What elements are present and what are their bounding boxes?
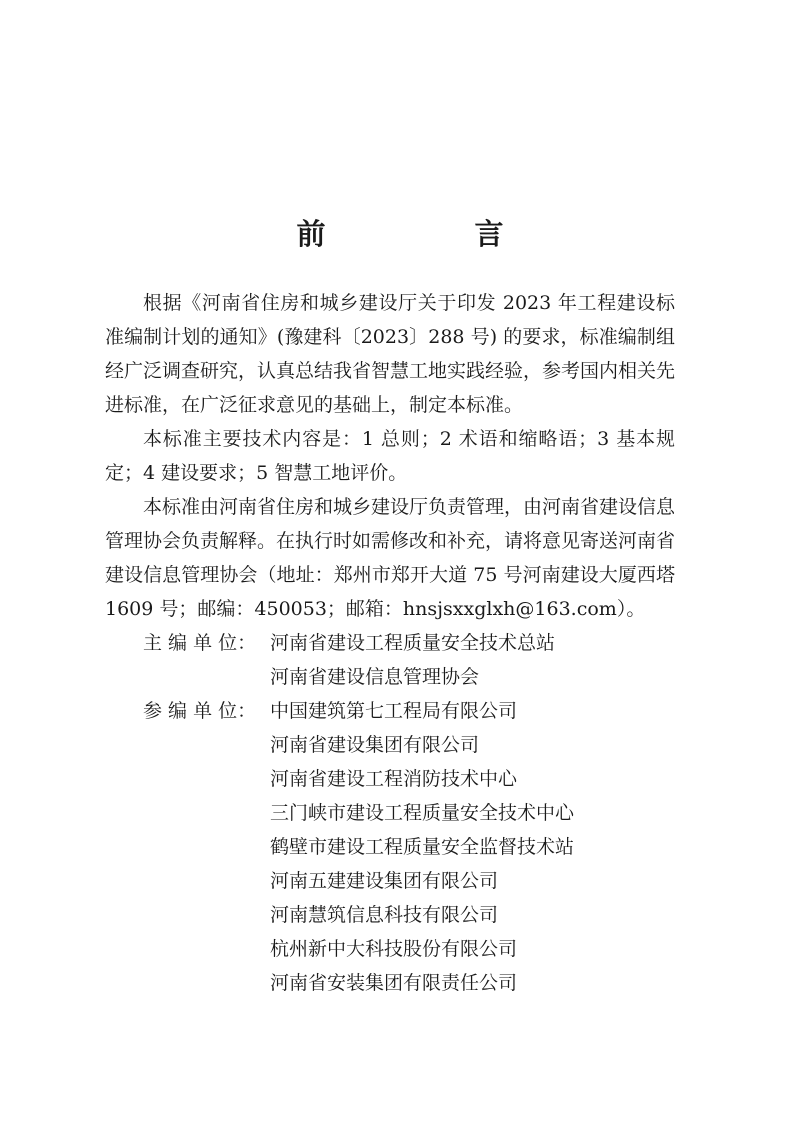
paragraph-management: 本标准由河南省住房和城乡建设厅负责管理，由河南省建设信息管理协会负责解释。在执行时如需修改和补充，请将意见寄送河南省建设信息管理协会（地址：郑州市郑开大道 75 号河南建设大厦西塔 1609 号；邮编：450053；邮箱：hnsjsxxglxh@163.com）。 bbox=[105, 496, 676, 620]
list-item: 河南省建设集团有限公司 bbox=[270, 734, 480, 756]
participating-units-label: 参 编 单 位： bbox=[143, 700, 257, 722]
chief-units-label: 主 编 单 位： bbox=[143, 632, 257, 654]
paragraph-technical-content: 本标准主要技术内容是：1 总则；2 术语和缩略语；3 基本规定；4 建设要求；5 智慧工地评价。 bbox=[105, 428, 675, 484]
paragraph-basis: 根据《河南省住房和城乡建设厅关于印发 2023 年工程建设标准编制计划的通知》(豫建科〔2023〕288 号) 的要求，标准编制组经广泛调查研究，认真总结我省智慧工地实践经验，参考国内相关先进标准，在广泛征求意见的基础上，制定本标准。 bbox=[105, 292, 676, 416]
chief-units-list bbox=[270, 626, 675, 694]
list-item: 三门峡市建设工程质量安全技术中心 bbox=[270, 802, 575, 824]
preface-body bbox=[105, 286, 675, 1000]
list-item: 河南省建设工程质量安全技术总站 bbox=[270, 632, 556, 654]
list-item: 河南五建建设集团有限公司 bbox=[270, 870, 499, 892]
list-item: 中国建筑第七工程局有限公司 bbox=[270, 700, 518, 722]
list-item: 河南慧筑信息科技有限公司 bbox=[270, 904, 499, 926]
list-item: 河南省建设信息管理协会 bbox=[270, 666, 480, 688]
list-item: 河南省安装集团有限责任公司 bbox=[270, 972, 518, 994]
page-title: 前 言 bbox=[296, 217, 564, 251]
participating-units-list bbox=[270, 694, 675, 1000]
units-section bbox=[105, 626, 675, 1000]
chief-units bbox=[105, 626, 675, 694]
list-item: 杭州新中大科技股份有限公司 bbox=[270, 938, 518, 960]
list-item: 鹤壁市建设工程质量安全监督技术站 bbox=[270, 836, 575, 858]
list-item: 河南省建设工程消防技术中心 bbox=[270, 768, 518, 790]
participating-units bbox=[105, 694, 675, 1000]
